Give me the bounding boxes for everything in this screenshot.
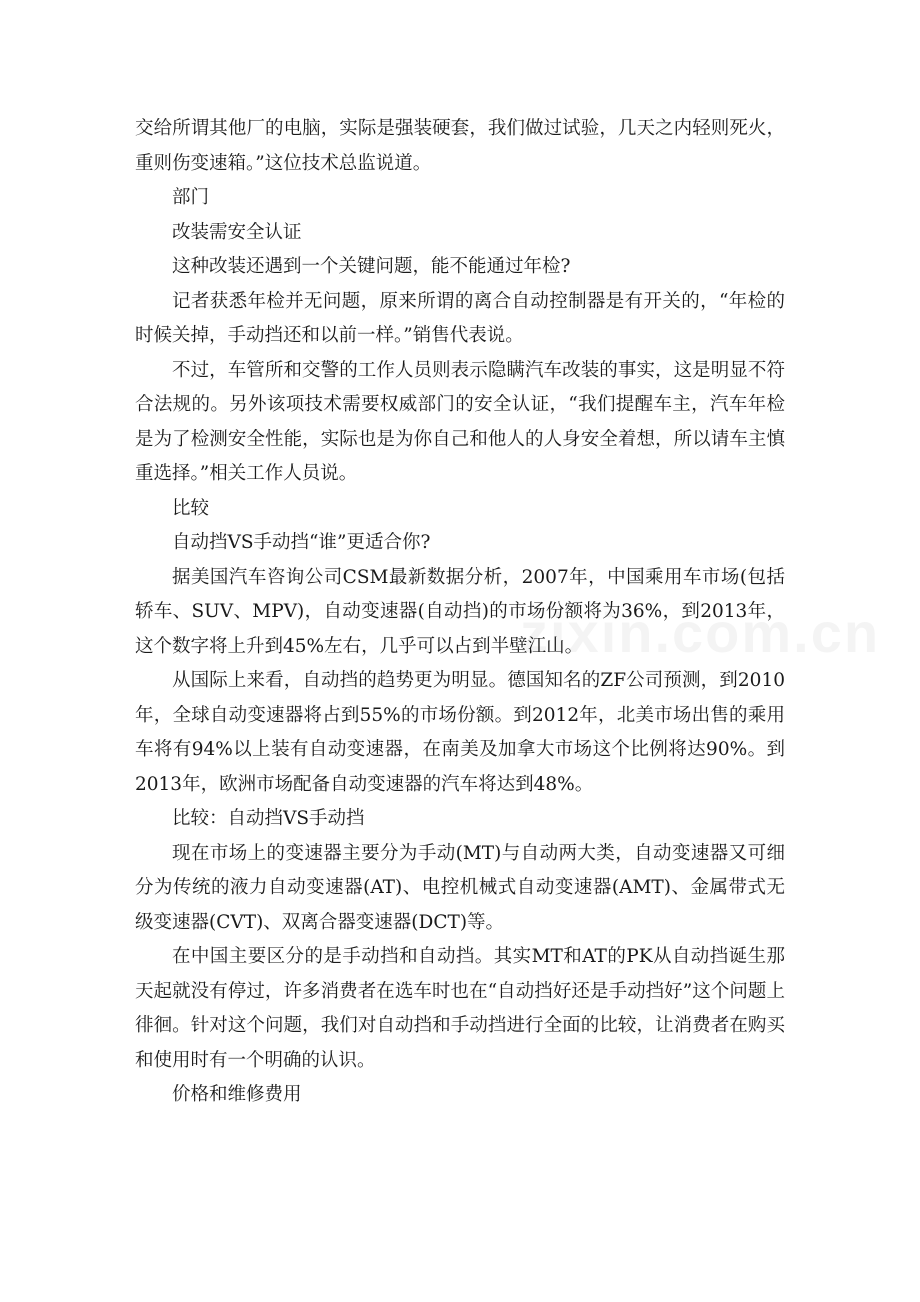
document-body <box>135 112 785 1113</box>
paragraph: 在中国主要区分的是手动挡和自动挡。其实MT和AT的PK从自动挡诞生那天起就没有停过，许多消费者在选车时也在“自动挡好还是手动挡好”这个问题上徘徊。针对这个问题，我们对自动挡和手动挡进行全面的比较，让消费者在购买和使用时有一个明确的认识。 <box>135 946 785 1071</box>
section-heading: 价格和维修费用 <box>172 1084 302 1105</box>
section-heading: 自动挡VS手动挡“谁”更适合你? <box>172 532 431 553</box>
paragraph-continued: 交给所谓其他厂的电脑，实际是强装硬套，我们做过试验，几天之内轻则死火，重则伤变速箱。”这位技术总监说道。 <box>135 118 785 174</box>
section-label: 部门 <box>172 187 210 208</box>
paragraph: 这种改装还遇到一个关键问题，能不能通过年检? <box>172 256 571 277</box>
section-heading: 比较：自动挡VS手动挡 <box>172 808 365 829</box>
paragraph: 记者获悉年检并无问题，原来所谓的离合自动控制器是有开关的，“年检的时候关掉，手动挡还和以前一样。”销售代表说。 <box>135 290 785 346</box>
paragraph: 不过，车管所和交警的工作人员则表示隐瞒汽车改装的事实，这是明显不符合法规的。另外该项技术需要权威部门的安全认证，“我们提醒车主，汽车年检是为了检测安全性能，实际也是为你自己和他人的人身安全着想，所以请车主慎重选择。”相关工作人员说。 <box>135 359 785 484</box>
paragraph: 从国际上来看，自动挡的趋势更为明显。德国知名的ZF公司预测，到2010年，全球自动变速器将占到55%的市场份额。到2012年，北美市场出售的乘用车将有94%以上装有自动变速器，在南美及加拿大市场这个比例将达90%。到2013年，欧洲市场配备自动变速器的汽车将达到48%。 <box>135 670 785 795</box>
section-label: 比较 <box>172 497 210 519</box>
paragraph: 现在市场上的变速器主要分为手动(MT)与自动两大类，自动变速器又可细分为传统的液力自动变速器(AT)、电控机械式自动变速器(AMT)、金属带式无级变速器(CVT)、双离合器变速器(DCT)等。 <box>135 842 785 933</box>
paragraph: 据美国汽车咨询公司CSM最新数据分析，2007年，中国乘用车市场(包括轿车、SUV、MPV)，自动变速器(自动挡)的市场份额将为36%，到2013年，这个数字将上升到45%左右，几乎可以占到半壁江山。 <box>135 566 785 657</box>
section-heading: 改装需安全认证 <box>172 221 302 243</box>
